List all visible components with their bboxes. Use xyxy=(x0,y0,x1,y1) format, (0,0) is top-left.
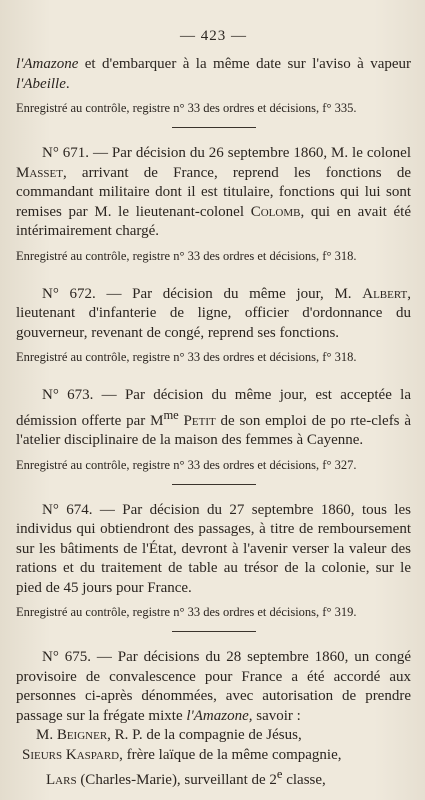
ship-name: l'Amazone xyxy=(16,56,79,72)
registration-note: Enregistré au contrôle, registre n° 33 des ordres et décisions, f° 318. xyxy=(16,350,357,364)
section-rule xyxy=(172,127,256,128)
paragraph-gap xyxy=(16,372,411,386)
person-name: Lars xyxy=(46,772,77,788)
decision-675: N° 675. — Par décisions du 28 septembre 1860, un congé provisoire de convalescence pour France a été accordé aux personnes ci-après dénommées, avec autorisation de prendre passage sur la frégate mixte l'Amazone, savoir : xyxy=(16,649,411,724)
decision-673: N° 673. — Par décision du même jour, est acceptée la démission offerte par $M^{me}$ Petit de son emploi de po rte-clefs à l'atelier disciplinaire de la maison des femmes à Cayenne. xyxy=(16,387,411,448)
registration-note: Enregistré au contrôle, registre n° 33 des ordres et décisions, f° 335. xyxy=(16,101,357,115)
list-item: Sieurs Kaspard, frère laïque de la même compagnie, xyxy=(22,746,342,763)
registration-note: Enregistré au contrôle, registre n° 33 des ordres et décisions, f° 319. xyxy=(16,605,357,619)
decision-674: N° 674. — Par décision du 27 septembre 1860, tous les individus qui obtiendront des passages, à titre de remboursement sur les bâtiments de l'État, devront à l'avenir verser la valeur des rations et du traitement de table au trésor de la colonie, sur le pied de 45 jours pour France. xyxy=(16,501,411,596)
list-item: Lars (Charles-Marie), surveillant de 2e classe, xyxy=(46,767,326,788)
section-rule xyxy=(172,631,256,632)
person-name: M. Beigner xyxy=(36,727,108,743)
paragraph-gap xyxy=(16,271,411,285)
registration-note: Enregistré au contrôle, registre n° 33 des ordres et décisions, f° 327. xyxy=(16,457,357,472)
person-name: Sieurs Kaspard xyxy=(22,746,120,763)
decision-672: N° 672. — Par décision du même jour, M. Albert, lieutenant d'infanterie de ligne, officier d'ordonnance du gouverneur, revenant de congé, reprend ses fonctions. xyxy=(16,285,411,341)
ship-name: l'Abeille xyxy=(16,75,66,92)
section-rule xyxy=(172,484,256,485)
person-name: Albert xyxy=(362,285,408,302)
person-name: Colomb xyxy=(250,203,301,220)
registration-note: Enregistré au contrôle, registre n° 33 des ordres et décisions, f° 318. xyxy=(16,248,357,263)
person-name: Petit xyxy=(183,412,216,429)
person-name: Masset xyxy=(16,164,63,181)
intro-paragraph: l'Amazone et d'embarquer à la même date sur l'aviso à vapeur l'Abeille. xyxy=(16,56,411,92)
decision-671: N° 671. — Par décision du 26 septembre 1860, M. le colonel Masset, arrivant de France, reprend les fonctions de commandant militaire dont il est titulaire, fonctions qui lui sont remises par M. le lieutenant-colonel Colomb, qui en avait été intérimairement chargé. xyxy=(16,145,411,239)
ship-name: l'Amazone, xyxy=(186,707,253,724)
list-item: M. Beigner, R. P. de la compagnie de Jésus, xyxy=(36,727,302,743)
page-number: — 423 — xyxy=(180,28,247,44)
